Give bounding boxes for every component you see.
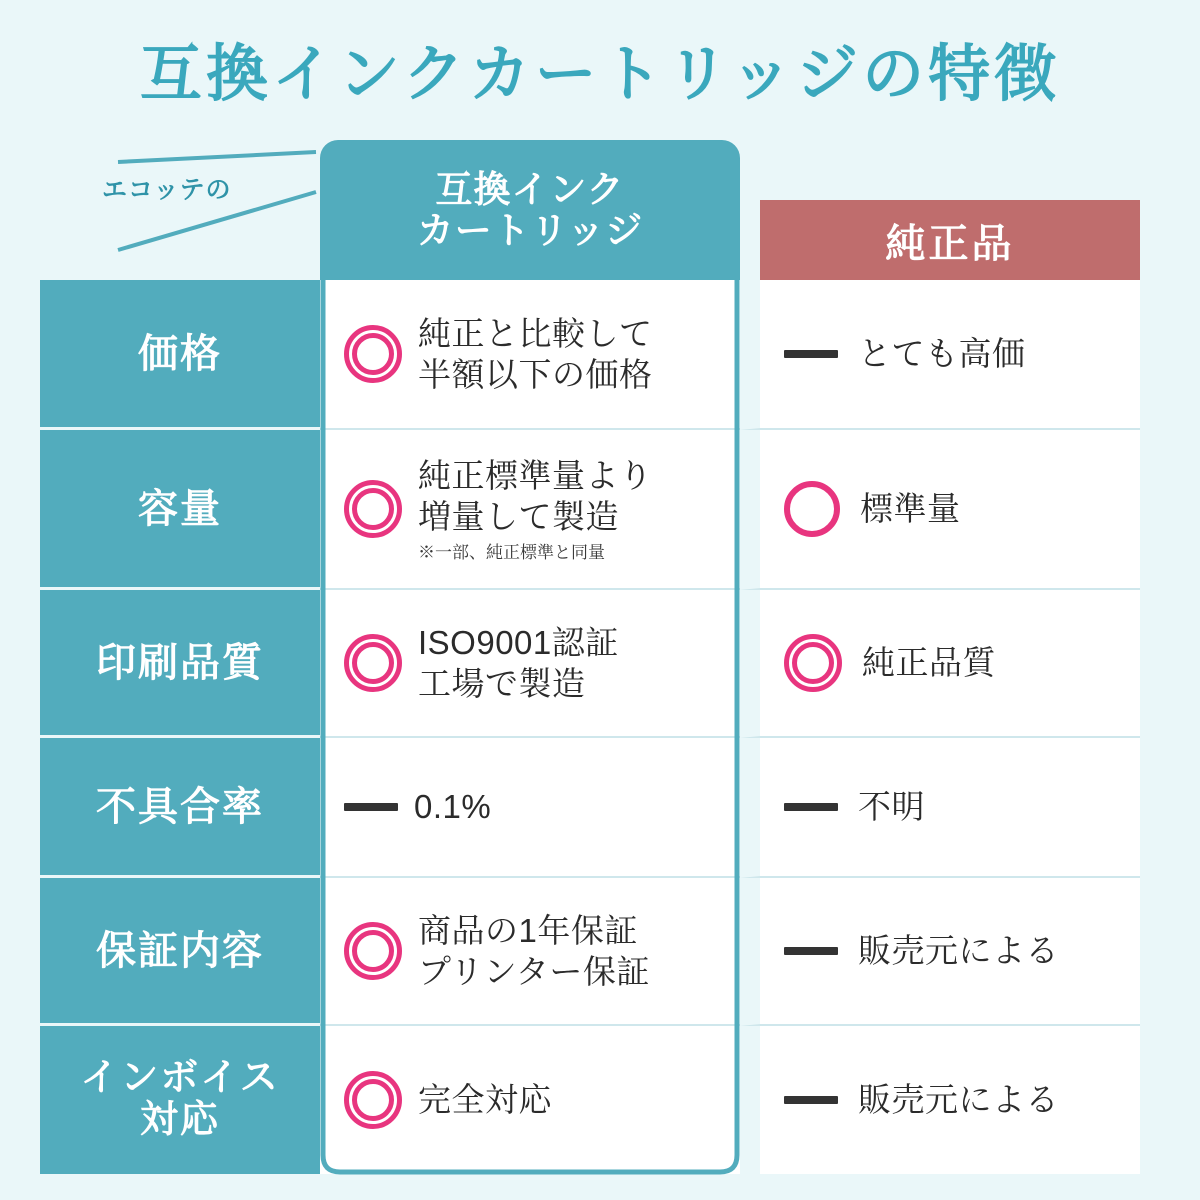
cell-compat-capacity [320,430,740,590]
dash-icon [784,1096,838,1104]
double-circle-icon [344,922,402,980]
cell-original-warranty-text: 販売元による [858,932,1059,970]
cell-original-price-text: とても高価 [858,335,1026,373]
cell-compat-print-quality-text: ISO9001認証 工場で製造 [418,623,619,702]
cell-original-print-quality [740,590,1140,738]
double-circle-icon [344,1071,402,1129]
row-label-defect-rate: 不具合率 [40,738,320,878]
cell-original-defect-rate-text: 不明 [858,788,925,826]
cell-original-print-quality-text: 純正品質 [862,644,996,682]
dash-icon [784,803,838,811]
row-label-warranty: 保証内容 [40,878,320,1026]
cell-compat-invoice [320,1026,740,1174]
cell-compat-capacity-text: 純正標準量より 増量して製造 ※一部、純正標準と同量 [418,457,653,562]
table-row [40,878,1160,1026]
cell-compat-warranty-text: 商品の1年保証 プリンター保証 [418,911,650,990]
cell-original-price [740,280,1140,430]
header-compat-line2: カートリッジ [416,210,644,251]
header-original-cell: 純正品 [760,200,1140,280]
corner-arrow-icon [40,140,320,280]
cell-compat-warranty [320,878,740,1026]
circle-icon [784,481,840,537]
cell-original-invoice [740,1026,1140,1174]
table-row [40,1026,1160,1174]
header-compat-cell [320,140,740,280]
cell-compat-defect-rate-text: 0.1% [414,788,492,826]
dash-icon [344,803,398,811]
cell-original-capacity [740,430,1140,590]
double-circle-icon [784,634,842,692]
cell-original-defect-rate [740,738,1140,878]
table-header-row [40,140,1160,280]
row-label-price: 価格 [40,280,320,430]
dash-icon [784,947,838,955]
table-row [40,590,1160,738]
table-row [40,738,1160,878]
row-label-invoice: インボイス 対応 [40,1026,320,1174]
dash-icon [784,350,838,358]
row-label-print-quality: 印刷品質 [40,590,320,738]
double-circle-icon [344,634,402,692]
cell-compat-defect-rate [320,738,740,878]
double-circle-icon [344,480,402,538]
cell-original-invoice-text: 販売元による [858,1081,1059,1119]
cell-compat-invoice-text: 完全対応 [418,1081,552,1119]
cell-original-warranty [740,878,1140,1026]
double-circle-icon [344,325,402,383]
cell-compat-print-quality [320,590,740,738]
header-compat-line1: 互換インク [435,168,625,210]
corner-label: エコッテの [102,176,232,204]
cell-compat-capacity-note: ※一部、純正標準と同量 [418,542,605,562]
comparison-table [40,140,1160,1174]
table-row [40,430,1160,590]
header-corner-cell [40,140,320,280]
cell-compat-price-text: 純正と比較して 半額以下の価格 [418,314,653,393]
table-row [40,280,1160,430]
page-title: 互換インクカートリッジの特徴 [139,40,1061,109]
row-label-capacity: 容量 [40,430,320,590]
cell-original-capacity-text: 標準量 [860,490,961,528]
header-gap [740,140,760,280]
cell-compat-price [320,280,740,430]
